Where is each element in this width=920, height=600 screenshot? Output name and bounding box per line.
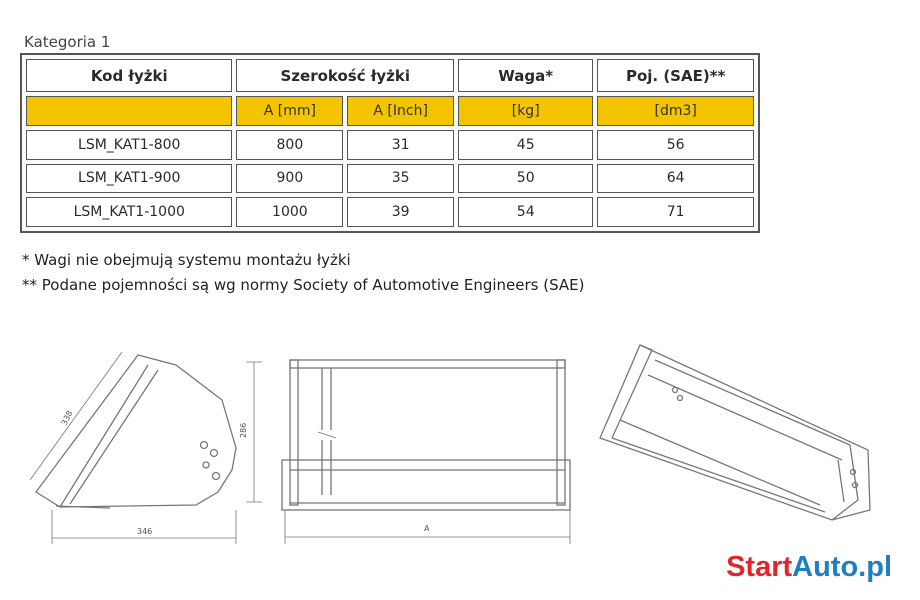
cell-weight: 45 xyxy=(458,130,593,160)
unit-weight: [kg] xyxy=(458,96,593,126)
side-width-label: 346 xyxy=(137,527,153,536)
cell-width-inch: 31 xyxy=(347,130,454,160)
cell-capacity: 56 xyxy=(597,130,754,160)
header-width: Szerokość łyżki xyxy=(236,59,454,92)
header-weight: Waga* xyxy=(458,59,593,92)
cell-weight: 50 xyxy=(458,164,593,194)
table-caption: Kategoria 1 xyxy=(24,33,111,51)
perspective-drawing xyxy=(600,345,870,520)
unit-capacity: [dm3] xyxy=(597,96,754,126)
cell-width-inch: 35 xyxy=(347,164,454,194)
cell-capacity: 64 xyxy=(597,164,754,194)
brand-part2: Auto.pl xyxy=(792,551,892,583)
unit-width-mm: A [mm] xyxy=(236,96,343,126)
cell-code: LSM_KAT1-900 xyxy=(26,164,232,194)
front-view-drawing xyxy=(282,360,570,544)
unit-code xyxy=(26,96,232,126)
footnote-capacity: ** Podane pojemności są wg normy Society of Automotive Engineers (SAE) xyxy=(22,276,585,294)
unit-width-inch: A [Inch] xyxy=(347,96,454,126)
front-width-label: A xyxy=(424,524,430,533)
table-row xyxy=(26,164,754,194)
cell-width-mm: 1000 xyxy=(236,197,343,227)
table-row xyxy=(26,197,754,227)
side-view-drawing xyxy=(30,352,262,544)
cell-code: LSM_KAT1-1000 xyxy=(26,197,232,227)
cell-width-inch: 39 xyxy=(347,197,454,227)
footnote-weight: * Wagi nie obejmują systemu montażu łyżki xyxy=(22,251,351,269)
cell-code: LSM_KAT1-800 xyxy=(26,130,232,160)
cell-weight: 54 xyxy=(458,197,593,227)
header-capacity: Poj. (SAE)** xyxy=(597,59,754,92)
spec-table xyxy=(20,53,760,233)
cell-width-mm: 800 xyxy=(236,130,343,160)
footnotes xyxy=(22,248,585,298)
table-row xyxy=(26,130,754,160)
units-row xyxy=(26,96,754,126)
side-diagonal-label: 338 xyxy=(59,409,75,427)
brand-part1: Start xyxy=(726,551,793,583)
header-code: Kod łyżki xyxy=(26,59,232,92)
brand-logo xyxy=(720,549,898,586)
cell-capacity: 71 xyxy=(597,197,754,227)
side-height-label: 286 xyxy=(239,422,248,438)
header-row xyxy=(26,59,754,92)
cell-width-mm: 900 xyxy=(236,164,343,194)
